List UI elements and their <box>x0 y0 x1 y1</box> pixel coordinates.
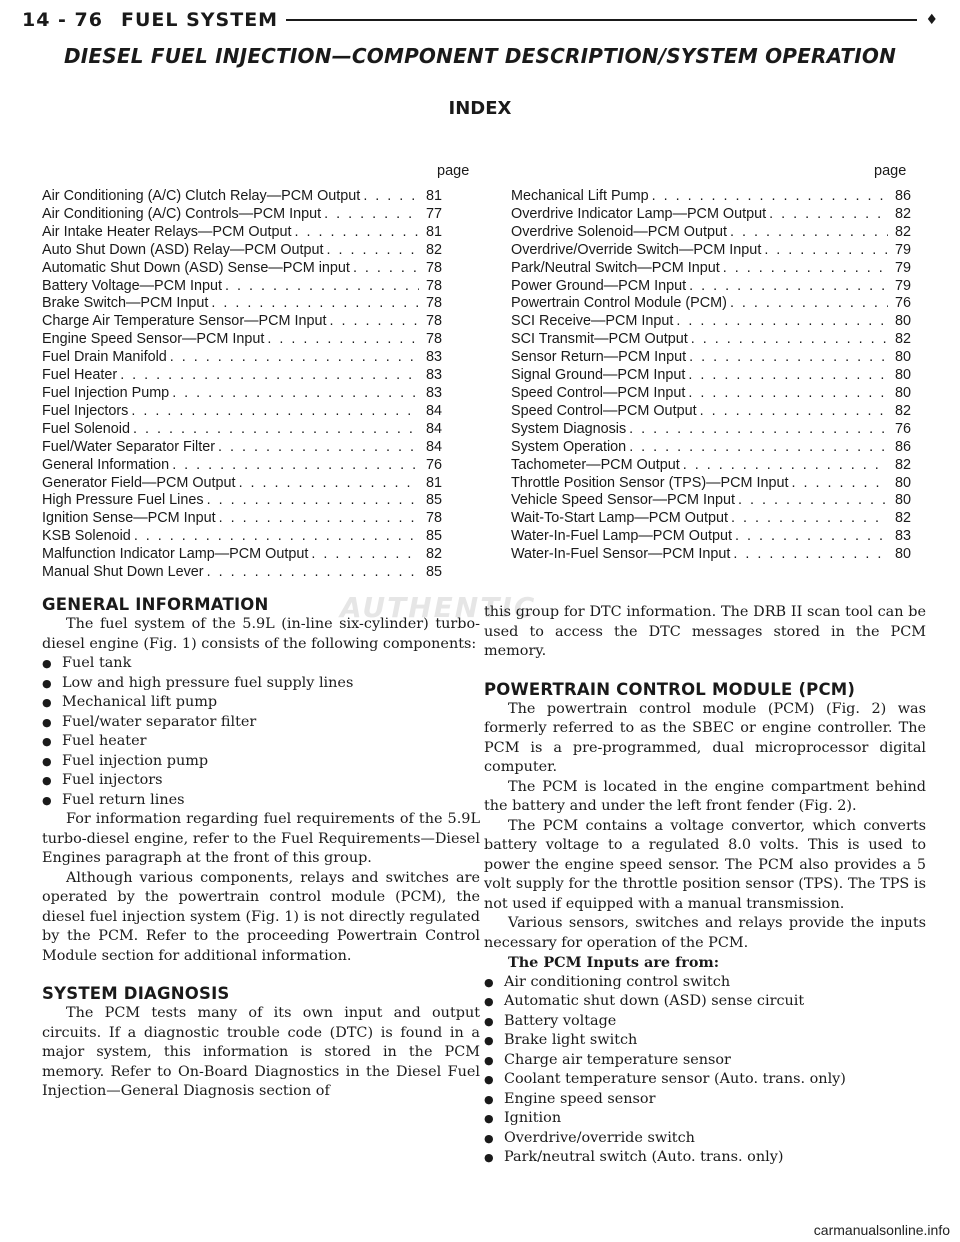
index-entry-name: Overdrive Solenoid—PCM Output <box>511 223 727 240</box>
index-entry-page: 78 <box>425 277 442 294</box>
dot-leader <box>730 224 888 242</box>
dot-leader <box>731 510 888 528</box>
list-item-text: Low and high pressure fuel supply lines <box>62 674 354 691</box>
list-item <box>42 791 480 811</box>
bullet-icon: ● <box>484 1073 494 1086</box>
index-entry-page: 79 <box>894 277 911 294</box>
list-item-text: Fuel injectors <box>62 772 163 788</box>
index-entry-name: SCI Receive—PCM Input <box>511 313 674 330</box>
index-entry-page: 76 <box>425 456 442 473</box>
list-item-text: Overdrive/override switch <box>504 1129 695 1146</box>
bullet-icon: ● <box>484 1151 494 1164</box>
index-entry <box>42 206 442 224</box>
page-title: DIESEL FUEL INJECTION—COMPONENT DESCRIPTION/SYSTEM OPERATION <box>63 44 897 68</box>
index-entry <box>511 242 911 260</box>
general-information-heading: GENERAL INFORMATION <box>42 595 269 614</box>
index-entry-name: System Diagnosis <box>511 420 627 437</box>
dot-leader <box>733 546 888 564</box>
index-entry-page: 83 <box>425 384 442 401</box>
index-entry <box>511 546 911 564</box>
bullet-icon: ● <box>42 676 52 690</box>
index-entry <box>42 349 442 367</box>
index-entry <box>511 206 911 224</box>
dot-leader <box>239 475 419 493</box>
dot-leader <box>133 421 419 439</box>
index-entry <box>42 403 442 421</box>
section-title: FUEL SYSTEM <box>121 9 279 31</box>
index-entry-page: 81 <box>425 223 442 240</box>
dot-leader <box>170 349 419 367</box>
dot-leader <box>735 528 888 546</box>
index-entry <box>511 367 911 385</box>
index-entry-name: Overdrive/Override Switch—PCM Input <box>511 241 762 258</box>
dot-leader <box>207 492 419 510</box>
index-entry <box>511 331 911 349</box>
index-entry-name: KSB Solenoid <box>42 528 131 545</box>
dot-leader <box>688 367 888 385</box>
dot-leader <box>225 278 419 296</box>
index-entry-name: Vehicle Speed Sensor—PCM Input <box>511 492 735 509</box>
paragraph: The fuel system of the 5.9L (in-line six-cylinder) turbo-diesel engine (Fig. 1) consists of the following components: <box>42 616 480 652</box>
index-entry-name: Mechanical Lift Pump <box>511 188 649 204</box>
index-entry <box>42 475 442 493</box>
index-entry-name: Malfunction Indicator Lamp—PCM Output <box>42 546 309 563</box>
dot-leader <box>131 403 419 421</box>
dot-leader <box>700 403 888 421</box>
list-item <box>42 693 480 713</box>
list-item <box>42 771 480 791</box>
dot-leader <box>295 224 419 242</box>
list-item-text: Brake light switch <box>504 1032 638 1048</box>
index-entry-page: 79 <box>894 259 911 276</box>
list-item <box>484 1148 926 1168</box>
index-entry <box>42 546 442 564</box>
index-entry <box>42 492 442 510</box>
bullet-icon: ● <box>42 657 52 670</box>
index-entry-page: 85 <box>425 528 442 545</box>
index-entry-name: Powertrain Control Module (PCM) <box>511 295 727 312</box>
index-entry <box>511 510 911 528</box>
dot-leader <box>738 492 888 510</box>
index-entry-name: High Pressure Fuel Lines <box>42 492 204 509</box>
list-item-text: Mechanical lift pump <box>62 694 218 710</box>
index-entry-page: 82 <box>894 456 911 473</box>
list-item-text: Engine speed sensor <box>504 1090 656 1107</box>
index-entry-page: 79 <box>894 241 911 258</box>
dot-leader <box>764 242 888 260</box>
index-entry-name: Brake Switch—PCM Input <box>42 295 209 312</box>
index-entry-page: 80 <box>894 474 911 491</box>
header-rule <box>286 19 917 21</box>
index-entry-page: 80 <box>894 349 911 366</box>
index-entry-page: 85 <box>425 492 442 509</box>
dot-leader <box>120 367 419 385</box>
index-entry <box>511 492 911 510</box>
index-entry-name: Manual Shut Down Lever <box>42 564 204 581</box>
index-entry <box>42 313 442 331</box>
index-entry-name: Air Conditioning (A/C) Clutch Relay—PCM Output <box>42 188 361 204</box>
index-entry-name: Speed Control—PCM Output <box>511 402 697 419</box>
index-entry-name: Battery Voltage—PCM Input <box>42 277 222 294</box>
bullet-icon: ● <box>484 1131 494 1145</box>
index-entry <box>42 260 442 278</box>
paragraph: Various sensors, switches and relays provide the inputs necessary for operation of the PCM. <box>484 915 926 951</box>
dot-leader <box>353 260 419 278</box>
system-diagnosis-heading: SYSTEM DIAGNOSIS <box>42 984 230 1003</box>
bullet-icon: ● <box>484 995 494 1008</box>
index-entry <box>42 295 442 313</box>
dot-leader <box>207 564 419 582</box>
index-entry-page: 78 <box>425 295 442 312</box>
page-header <box>22 6 938 34</box>
dot-leader <box>329 313 419 331</box>
index-entry <box>511 457 911 475</box>
pcm-heading: POWERTRAIN CONTROL MODULE (PCM) <box>484 679 856 699</box>
index-entry <box>42 331 442 349</box>
index-entry-page: 81 <box>425 474 442 491</box>
list-item <box>484 1109 926 1129</box>
dot-leader <box>730 295 888 313</box>
index-entry <box>511 313 911 331</box>
index-entry-name: Wait-To-Start Lamp—PCM Output <box>511 510 728 527</box>
index-entry <box>511 421 911 439</box>
dot-leader <box>629 421 888 439</box>
watermark-logo: AUTHENTIC <box>340 591 537 624</box>
bullet-icon: ● <box>484 1014 494 1028</box>
index-entry-page: 80 <box>894 492 911 509</box>
dot-leader <box>689 349 888 367</box>
index-entry-name: Fuel Drain Manifold <box>42 349 167 366</box>
list-item <box>484 1051 926 1071</box>
index-entry <box>511 349 911 367</box>
index-entry-name: Tachometer—PCM Output <box>511 456 680 473</box>
index-entry <box>42 188 442 206</box>
paragraph: The powertrain control module (PCM) (Fig. 2) was formerly referred to as the SBEC or engine controller. The PCM is a pre-programmed, dual microprocessor digital computer. <box>484 700 926 775</box>
index-entry <box>42 278 442 296</box>
paragraph: Although various components, relays and switches are operated by the powertrain control module (PCM), the diesel fuel injection system (Fig. 1) is not directly regulated by the PCM. Refer to the proceeding Powertrain Control Module section for additional information. <box>42 869 480 964</box>
index-entry-name: Charge Air Temperature Sensor—PCM Input <box>42 313 327 330</box>
page-column-label-left: page <box>437 163 470 179</box>
index-entry <box>511 403 911 421</box>
left-text-column <box>42 595 480 1102</box>
index-entry-name: Fuel Solenoid <box>42 420 131 437</box>
index-entry-page: 78 <box>425 510 442 527</box>
index-entry-page: 82 <box>425 241 442 258</box>
index-entry <box>42 242 442 260</box>
index-entry-name: Water-In-Fuel Sensor—PCM Input <box>511 546 731 563</box>
dot-leader <box>723 260 888 278</box>
dot-leader <box>689 278 888 296</box>
list-item <box>484 1090 926 1110</box>
index-entry-page: 86 <box>894 188 911 204</box>
index-entry-name: SCI Transmit—PCM Output <box>511 331 688 348</box>
list-item <box>42 713 480 733</box>
list-item <box>42 752 480 772</box>
index-entry-page: 83 <box>425 349 442 366</box>
index-entry <box>42 510 442 528</box>
list-item-text: Fuel/water separator filter <box>62 713 257 730</box>
paragraph: The PCM tests many of its own input and output circuits. If a diagnostic trouble code (DTC) is found in a major system, this information is stored in the PCM memory. Refer to On-Board Diagnostics in the Diesel Fuel Injection—General Diagnosis section of <box>42 1005 480 1099</box>
dot-leader <box>769 206 888 224</box>
index-entry-name: Signal Ground—PCM Input <box>511 367 686 384</box>
index-entry-name: Fuel Heater <box>42 367 118 384</box>
index-entry-page: 78 <box>425 313 442 330</box>
right-text-column <box>484 603 926 1168</box>
list-item <box>484 1129 926 1149</box>
list-item <box>42 654 480 674</box>
index-entry-page: 76 <box>894 295 911 312</box>
index-title: INDEX <box>448 98 512 119</box>
index-entry <box>42 385 442 403</box>
index-entry-page: 83 <box>894 528 911 545</box>
index-entry-name: Engine Speed Sensor—PCM Input <box>42 331 265 348</box>
list-item <box>484 992 926 1012</box>
page-column-label-right: page <box>874 163 907 179</box>
index-entry-name: Overdrive Indicator Lamp—PCM Output <box>511 205 767 222</box>
index-list-right <box>511 188 911 564</box>
index-entry-page: 82 <box>894 402 911 419</box>
component-list <box>42 654 480 810</box>
dot-leader <box>172 457 419 475</box>
dot-leader <box>683 457 888 475</box>
index-entry <box>42 457 442 475</box>
list-item <box>484 1070 926 1090</box>
index-entry-name: Park/Neutral Switch—PCM Input <box>511 259 720 276</box>
bullet-icon: ● <box>484 975 494 989</box>
bullet-icon: ● <box>42 793 52 807</box>
dot-leader <box>311 546 419 564</box>
dot-leader <box>691 331 888 349</box>
index-entry <box>42 528 442 546</box>
index-entry-name: Speed Control—PCM Input <box>511 384 686 401</box>
list-item-text: Fuel return lines <box>62 791 185 808</box>
page-number: 14 - 76 <box>22 9 103 31</box>
bullet-icon: ● <box>484 1092 494 1106</box>
index-entry-name: Fuel Injectors <box>42 402 129 419</box>
list-item-text: Automatic shut down (ASD) sense circuit <box>504 993 805 1009</box>
dot-leader <box>363 188 419 206</box>
dot-leader <box>218 439 419 457</box>
index-entry-page: 80 <box>894 313 911 330</box>
list-item <box>484 1012 926 1032</box>
dot-leader <box>134 528 419 546</box>
index-entry-name: Fuel/Water Separator Filter <box>42 438 216 455</box>
index-entry <box>511 475 911 493</box>
bullet-icon: ● <box>484 1112 494 1125</box>
index-entry <box>511 528 911 546</box>
dot-leader <box>688 385 888 403</box>
dot-leader <box>629 439 888 457</box>
index-entry-name: Throttle Position Sensor (TPS)—PCM Input <box>511 474 789 491</box>
index-entry <box>42 367 442 385</box>
index-entry-page: 85 <box>425 564 442 581</box>
dot-leader <box>792 475 888 493</box>
bullet-icon: ● <box>42 735 52 748</box>
index-entry-page: 78 <box>425 259 442 276</box>
index-entry-page: 82 <box>894 331 911 348</box>
index-entry-name: Power Ground—PCM Input <box>511 277 687 294</box>
bullet-icon: ● <box>42 754 52 768</box>
index-list-left <box>42 188 442 582</box>
list-item-text: Battery voltage <box>504 1012 617 1029</box>
index-entry <box>42 439 442 457</box>
index-entry-page: 80 <box>894 367 911 384</box>
index-entry-page: 78 <box>425 331 442 348</box>
inputs-label: The PCM Inputs are from: <box>508 954 720 971</box>
index-entry-name: Auto Shut Down (ASD) Relay—PCM Output <box>42 241 324 258</box>
index-entry-name: Fuel Injection Pump <box>42 384 170 401</box>
list-item-text: Park/neutral switch (Auto. trans. only) <box>504 1149 784 1165</box>
index-entry-name: Automatic Shut Down (ASD) Sense—PCM input <box>42 259 350 276</box>
index-entry-page: 84 <box>425 402 442 419</box>
index-entry <box>511 385 911 403</box>
index-entry-page: 84 <box>425 438 442 455</box>
index-entry <box>42 421 442 439</box>
index-entry <box>511 260 911 278</box>
index-entry-page: 80 <box>894 384 911 401</box>
index-entry-page: 83 <box>425 367 442 384</box>
index-entry-page: 84 <box>425 420 442 437</box>
pcm-inputs-list <box>484 973 926 1168</box>
list-item-text: Charge air temperature sensor <box>504 1051 731 1068</box>
footer-link[interactable]: carmanualsonline.info <box>813 1222 950 1238</box>
index-entry <box>511 278 911 296</box>
index-entry <box>42 564 442 582</box>
index-entry <box>511 295 911 313</box>
dot-leader <box>327 242 419 260</box>
index-entry-name: Air Intake Heater Relays—PCM Output <box>42 223 292 240</box>
index-entry-page: 80 <box>894 546 911 563</box>
paragraph: For information regarding fuel requirements of the 5.9L turbo-diesel engine, refer to the Fuel Requirements—Diesel Engines paragraph at the front of this group. <box>42 811 480 866</box>
dot-leader <box>219 510 419 528</box>
list-item-text: Coolant temperature sensor (Auto. trans. only) <box>504 1071 846 1087</box>
index-entry <box>511 188 911 206</box>
index-entry-name: Water-In-Fuel Lamp—PCM Output <box>511 528 732 545</box>
index-entry-page: 81 <box>425 188 442 204</box>
index-entry-page: 82 <box>894 205 911 222</box>
bullet-icon: ● <box>42 696 52 709</box>
dot-leader <box>676 313 888 331</box>
diamond-icon: ♦ <box>925 12 938 28</box>
index-entry-name: General Information <box>42 456 170 473</box>
index-entry-name: System Operation <box>511 438 627 455</box>
bullet-icon: ● <box>42 715 52 729</box>
dot-leader <box>211 295 419 313</box>
dot-leader <box>652 188 888 206</box>
index-entry <box>42 224 442 242</box>
list-item-text: Fuel heater <box>62 733 147 749</box>
list-item <box>484 973 926 993</box>
index-entry-page: 76 <box>894 420 911 437</box>
index-entry-page: 82 <box>894 510 911 527</box>
bullet-icon: ● <box>484 1034 494 1047</box>
list-item <box>42 674 480 694</box>
dot-leader <box>267 331 419 349</box>
index-entry-page: 82 <box>894 223 911 240</box>
index-entry-page: 77 <box>425 205 442 222</box>
paragraph: The PCM contains a voltage convertor, which converts battery voltage to a regulated 8.0 volts. This is used to power the engine speed sensor. The PCM also provides a 5 volt supply for the throttle position sensor (TPS). The TPS is not used if equipped with a manual transmission. <box>484 817 926 912</box>
list-item-text: Fuel injection pump <box>62 752 209 769</box>
index-entry-name: Sensor Return—PCM Input <box>511 349 687 366</box>
index-entry-page: 82 <box>425 546 442 563</box>
index-entry-name: Ignition Sense—PCM Input <box>42 510 216 527</box>
bullet-icon: ● <box>484 1053 494 1067</box>
paragraph: this group for DTC information. The DRB II scan tool can be used to access the DTC messages stored in the PCM memory. <box>484 604 926 659</box>
list-item <box>42 732 480 752</box>
index-entry-name: Air Conditioning (A/C) Controls—PCM Input <box>42 205 322 222</box>
list-item-text: Ignition <box>504 1110 562 1126</box>
dot-leader <box>324 206 419 224</box>
index-entry <box>511 224 911 242</box>
list-item <box>484 1031 926 1051</box>
dot-leader <box>172 385 419 403</box>
paragraph: The PCM is located in the engine compartment behind the battery and under the left front fender (Fig. 2). <box>484 778 926 814</box>
list-item-text: Fuel tank <box>62 655 132 671</box>
index-entry-name: Generator Field—PCM Output <box>42 474 236 491</box>
index-entry-page: 86 <box>894 438 911 455</box>
list-item-text: Air conditioning control switch <box>504 973 731 990</box>
index-entry <box>511 439 911 457</box>
bullet-icon: ● <box>42 774 52 787</box>
